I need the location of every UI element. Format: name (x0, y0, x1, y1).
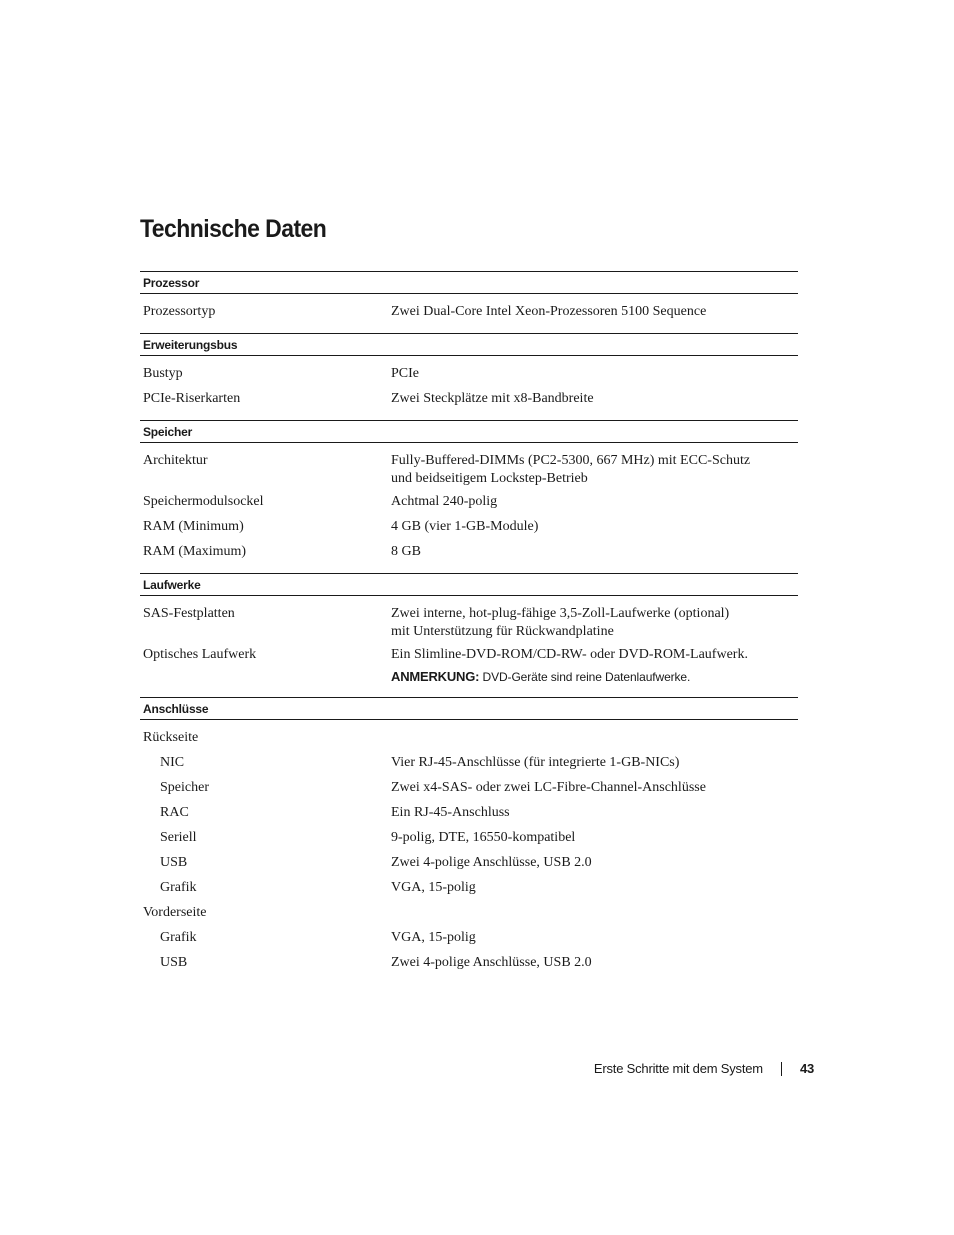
spec-label: PCIe-Riserkarten (143, 391, 241, 406)
spec-label: Speicher (160, 780, 209, 795)
footer-separator (781, 1062, 782, 1076)
spec-label: Speichermodulsockel (143, 494, 264, 509)
spec-label: Prozessortyp (143, 304, 216, 319)
note-text: DVD-Geräte sind reine Datenlaufwerke. (479, 669, 691, 684)
section-heading-anschluesse: Anschlüsse (140, 697, 798, 720)
spec-value-line: Ein Slimline-DVD-ROM/CD-RW- oder DVD-ROM-Laufwerk. (391, 647, 748, 662)
spec-row (140, 446, 798, 487)
section-heading-speicher: Speicher (140, 420, 798, 443)
page-number: 43 (799, 1061, 814, 1076)
spec-subgroup-rueckseite (140, 723, 798, 748)
spec-value: 9-polig, DTE, 16550-kompatibel (391, 830, 576, 845)
spec-value-line: Zwei interne, hot-plug-fähige 3,5-Zoll-Laufwerke (optional) (391, 606, 730, 621)
specifications-table (140, 271, 798, 973)
spec-value: Vier RJ-45-Anschlüsse (für integrierte 1-GB-NICs) (391, 755, 680, 770)
spec-value: Zwei Steckplätze mit x8-Bandbreite (391, 391, 594, 406)
spec-label: SAS-Festplatten (143, 606, 235, 621)
spec-group-label: Vorderseite (143, 905, 207, 920)
spec-row (140, 297, 798, 322)
spec-value-line: mit Unterstützung für Rückwandplatine (391, 623, 614, 639)
spec-row (140, 599, 798, 640)
spec-row (140, 748, 798, 773)
spec-row (140, 798, 798, 823)
section-body-speicher (140, 443, 798, 573)
spec-label: RAM (Minimum) (143, 519, 244, 534)
section-body-anschluesse (140, 720, 798, 973)
spec-value: Zwei Dual-Core Intel Xeon-Prozessoren 5100 Sequence (391, 304, 707, 319)
spec-value: 4 GB (vier 1-GB-Module) (391, 519, 539, 534)
spec-label: USB (160, 955, 188, 970)
spec-row (140, 512, 798, 537)
spec-value: 8 GB (391, 544, 421, 559)
spec-label: Bustyp (143, 366, 183, 381)
spec-value: Zwei 4-polige Anschlüsse, USB 2.0 (391, 955, 592, 970)
spec-value (391, 452, 798, 487)
spec-row (140, 848, 798, 873)
spec-value (391, 646, 798, 686)
section-heading-prozessor: Prozessor (140, 271, 798, 294)
spec-row (140, 537, 798, 562)
note-label: ANMERKUNG: (391, 668, 480, 684)
spec-row (140, 923, 798, 948)
spec-row (140, 640, 798, 686)
spec-label: Architektur (143, 453, 208, 468)
spec-group-label: Rückseite (143, 730, 199, 745)
spec-value: VGA, 15-polig (391, 880, 476, 895)
spec-value: VGA, 15-polig (391, 930, 476, 945)
section-body-erweiterungsbus (140, 356, 798, 420)
spec-row (140, 359, 798, 384)
spec-row (140, 873, 798, 898)
spec-label: Grafik (160, 880, 197, 895)
spec-row (140, 773, 798, 798)
section-heading-laufwerke: Laufwerke (140, 573, 798, 596)
spec-row (140, 487, 798, 512)
spec-value: Zwei 4-polige Anschlüsse, USB 2.0 (391, 855, 592, 870)
spec-row (140, 948, 798, 973)
section-body-prozessor (140, 294, 798, 333)
spec-label: Grafik (160, 930, 197, 945)
spec-value-line: Fully-Buffered-DIMMs (PC2-5300, 667 MHz) mit ECC-Schutz (391, 453, 751, 468)
note (391, 668, 798, 687)
spec-value: Ein RJ-45-Anschluss (391, 805, 510, 820)
spec-row (140, 823, 798, 848)
spec-row (140, 384, 798, 409)
section-heading-erweiterungsbus: Erweiterungsbus (140, 333, 798, 356)
page-footer (594, 1061, 814, 1076)
spec-label: RAM (Maximum) (143, 544, 247, 559)
spec-value (391, 605, 798, 640)
spec-value: PCIe (391, 366, 419, 381)
spec-subgroup-vorderseite (140, 898, 798, 923)
footer-chapter-title: Erste Schritte mit dem System (593, 1061, 763, 1076)
spec-label: Seriell (160, 830, 197, 845)
spec-value-line: und beidseitigem Lockstep-Betrieb (391, 470, 588, 486)
spec-value: Zwei x4-SAS- oder zwei LC-Fibre-Channel-Anschlüsse (391, 780, 706, 795)
section-body-laufwerke (140, 596, 798, 697)
spec-value: Achtmal 240-polig (391, 494, 498, 509)
spec-label: Optisches Laufwerk (143, 647, 257, 662)
page-title: Technische Daten (140, 215, 327, 243)
spec-label: NIC (160, 755, 185, 770)
spec-label: USB (160, 855, 188, 870)
spec-label: RAC (160, 805, 189, 820)
